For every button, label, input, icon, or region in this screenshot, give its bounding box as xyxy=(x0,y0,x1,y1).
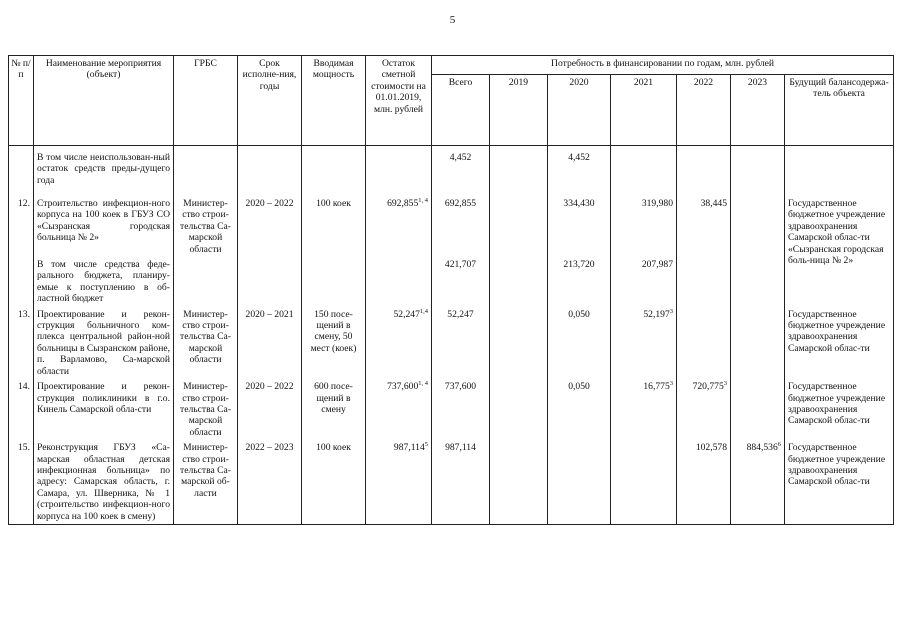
row-num: 13. xyxy=(9,307,34,379)
row-2020: 0,050 xyxy=(548,379,611,440)
table-row xyxy=(9,196,894,257)
financing-table xyxy=(8,55,894,525)
row-total: 987,114 xyxy=(432,440,490,524)
header-2020: 2020 xyxy=(548,75,611,146)
row-name: В том числе неиспользован-ный остаток средств преды-дущего года xyxy=(34,146,174,197)
table-row xyxy=(9,307,894,379)
row-holder: Государственное бюджетное учреждение здравоохранения Самарской облас-ти xyxy=(785,379,894,440)
row-holder xyxy=(785,146,894,197)
page-number: 5 xyxy=(449,14,456,26)
row-remainder: 52,247$^{1,4}$ xyxy=(366,307,432,379)
row-2019 xyxy=(490,146,548,197)
row-remainder xyxy=(366,146,432,197)
row-2020: 0,050 xyxy=(548,307,611,379)
table-row xyxy=(9,379,894,440)
row-2021: 319,980 xyxy=(611,196,677,257)
row-capacity: 600 посе-щений в смену xyxy=(302,379,366,440)
row-total: 421,707 xyxy=(432,257,490,307)
row-2023: 884,536$^6$ xyxy=(731,440,785,524)
row-num: 12. xyxy=(9,196,34,257)
row-2022: 102,578 xyxy=(677,440,731,524)
row-name: Строительство инфекцион-ного корпуса на 100 коек в ГБУЗ СО «Сызранская городская больница № 2» xyxy=(34,196,174,257)
row-num xyxy=(9,257,34,307)
row-2023 xyxy=(731,257,785,307)
row-term: 2022 – 2023 xyxy=(238,440,302,524)
row-term xyxy=(238,146,302,197)
row-num xyxy=(9,146,34,197)
row-grbs: Министер-ство строи-тельства Са-марской области xyxy=(174,379,238,440)
row-2022 xyxy=(677,257,731,307)
header-capacity: Вводимая мощность xyxy=(302,56,366,146)
table-row xyxy=(9,146,894,197)
row-grbs: Министер-ство строи-тельства Са-марской об-ласти xyxy=(174,440,238,524)
row-2021: 52,197$^3$ xyxy=(611,307,677,379)
row-total: 692,855 xyxy=(432,196,490,257)
row-grbs: Министер-ство строи-тельства Са-марской области xyxy=(174,196,238,257)
row-2021: 207,987 xyxy=(611,257,677,307)
row-term: 2020 – 2022 xyxy=(238,196,302,257)
header-holder: Будущий балансодержа-тель объекта xyxy=(785,75,894,146)
header-2023: 2023 xyxy=(731,75,785,146)
row-remainder: 692,855$^{1, 4}$ xyxy=(366,196,432,257)
row-term xyxy=(238,257,302,307)
header-2021: 2021 xyxy=(611,75,677,146)
header-term: Срок исполне-ния, годы xyxy=(238,56,302,146)
header-total: Всего xyxy=(432,75,490,146)
row-capacity: 100 коек xyxy=(302,196,366,257)
row-name: Проектирование и рекон-струкция больничного ком-плекса центральной район-ной больницы в Сызранском районе, п. Варламово, Са-марской области xyxy=(34,307,174,379)
row-2020 xyxy=(548,440,611,524)
header-grbs: ГРБС xyxy=(174,56,238,146)
header-need: Потребность в финансировании по годам, млн. рублей xyxy=(432,56,894,75)
row-2022 xyxy=(677,307,731,379)
row-2022 xyxy=(677,146,731,197)
row-2022: 38,445 xyxy=(677,196,731,257)
row-2020: 4,452 xyxy=(548,146,611,197)
row-term: 2020 – 2021 xyxy=(238,307,302,379)
row-holder: Государственное бюджетное учреждение здравоохранения Самарской облас-ти xyxy=(785,440,894,524)
row-2020: 213,720 xyxy=(548,257,611,307)
row-name: В том числе средства феде-рального бюджета, планиру-емые к поступлению в об-ластной бюджет xyxy=(34,257,174,307)
row-grbs xyxy=(174,257,238,307)
row-2019 xyxy=(490,257,548,307)
row-grbs xyxy=(174,146,238,197)
row-2019 xyxy=(490,440,548,524)
row-2021 xyxy=(611,146,677,197)
row-total: 4,452 xyxy=(432,146,490,197)
row-num: 14. xyxy=(9,379,34,440)
row-2023 xyxy=(731,146,785,197)
row-capacity xyxy=(302,257,366,307)
row-total: 52,247 xyxy=(432,307,490,379)
row-remainder: 737,600$^{1, 4}$ xyxy=(366,379,432,440)
row-remainder: 987,114$^5$ xyxy=(366,440,432,524)
row-holder: Государственное бюджетное учреждение здравоохранения Самарской облас-ти xyxy=(785,307,894,379)
row-holder: Государственное бюджетное учреждение здравоохранения Самарской облас-ти «Сызранская городская боль-ница № 2» xyxy=(785,196,894,307)
row-2019 xyxy=(490,307,548,379)
row-2022: 720,775$^3$ xyxy=(677,379,731,440)
row-name: Проектирование и рекон-струкция поликлиники в г.о. Кинель Самарской обла-сти xyxy=(34,379,174,440)
row-grbs: Министер-ство строи-тельства Са-марской области xyxy=(174,307,238,379)
row-2023 xyxy=(731,196,785,257)
row-capacity: 150 посе-щений в смену, 50 мест (коек) xyxy=(302,307,366,379)
row-2019 xyxy=(490,379,548,440)
header-remainder: Остаток сметной стоимости на 01.01.2019, млн. рублей xyxy=(366,56,432,146)
header-2022: 2022 xyxy=(677,75,731,146)
row-2021: 16,775$^3$ xyxy=(611,379,677,440)
row-total: 737,600 xyxy=(432,379,490,440)
table-row xyxy=(9,440,894,524)
row-capacity xyxy=(302,146,366,197)
row-capacity: 100 коек xyxy=(302,440,366,524)
row-num: 15. xyxy=(9,440,34,524)
row-term: 2020 – 2022 xyxy=(238,379,302,440)
row-2020: 334,430 xyxy=(548,196,611,257)
header-2019: 2019 xyxy=(490,75,548,146)
row-2019 xyxy=(490,196,548,257)
header-num: № п/п xyxy=(9,56,34,146)
row-2023 xyxy=(731,379,785,440)
row-remainder xyxy=(366,257,432,307)
row-2021 xyxy=(611,440,677,524)
row-2023 xyxy=(731,307,785,379)
header-name: Наименование мероприятия (объект) xyxy=(34,56,174,146)
row-name: Реконструкция ГБУЗ «Са-марская областная детская инфекционная больница» по адресу: Самарская область, г. Самара, ул. Шверника, № 1 (строительство инфекцион-ного корпуса на 100 коек в смену) xyxy=(34,440,174,524)
table-row xyxy=(9,257,894,307)
